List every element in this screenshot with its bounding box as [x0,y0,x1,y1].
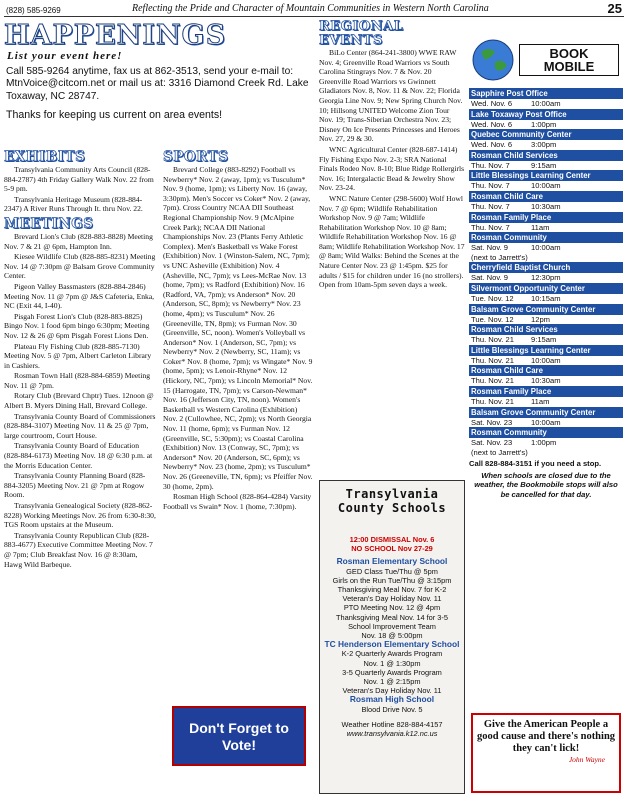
meeting-item: Transylvania Genealogical Society (828-862-8228) Working Meetings Nov. 26 from 6:30-8:30, TGS Room upstairs at the Museum. [4,501,156,530]
school-event: Nov. 1 @ 1:30pm [363,658,421,668]
quote-box [471,713,621,793]
bookmobile-stop-location: Lake Toxaway Post Office [469,109,623,120]
schools-title: Transylvania County Schools [337,487,447,515]
bookmobile-title-line1: BOOK [549,46,589,61]
page-number: 25 [607,1,622,16]
bookmobile-stop-location: Rosman Child Care [469,365,623,376]
bookmobile-stop-location: Quebec Community Center [469,129,623,140]
meeting-item: Plateau Fly Fishing Club (828-885-7130) Meeting Nov. 5 @ 7pm, Albert Carleton Library in Cashiers. [4,341,152,370]
bookmobile-stop-time: Sat. Nov. 23 10:00am [471,417,561,427]
bookmobile-stop-note: (next to Jarrett's) [471,252,528,262]
school-event: K-2 Quarterly Awards Program [341,649,443,659]
bookmobile-stop-location: Rosman Child Care [469,191,623,202]
bookmobile-title-line2: MOBILE [543,59,595,74]
schools-website: www.transylvania.k12.nc.us [346,729,438,739]
bookmobile-stop-location: Rosman Family Place [469,386,623,397]
bookmobile-stop-note: (next to Jarrett's) [471,447,528,457]
happenings-intro [4,22,309,122]
school-event: Blood Drive Nov. 5 [361,704,423,714]
schools-no-school: NO SCHOOL Nov 27-29 [351,544,433,554]
exhibits-list [4,165,156,214]
bookmobile-stop-location: Silvermont Opportunity Center [469,283,623,294]
exhibits-heading: EXHIBITS [4,149,86,165]
header-phone: (828) 585-9269 [6,6,61,15]
bookmobile-stop-location: Little Blessings Learning Center [469,345,623,356]
tch-heading: TC Henderson Elementary School [324,639,460,650]
meeting-item: Pisgah Forest Lion's Club (828-883-8825) Bingo Nov. 1 food 6pm bingo 6:30pm; Meeting Nov. 12 & 26 @ 6pm Pisgah Forest Lions Den. [4,311,150,340]
school-event: Thanksgiving Meal Nov. 14 for 3-5 [335,612,448,622]
meeting-item: Transylvania County Planning Board (828-884-3205) Meeting Nov. 21 @ 7pm at Rogow Room. [4,471,146,500]
regional-item: BiLo Center (864-241-3800) WWE RAW Nov. 4; Greenville Road Warriors vs South Carolina Stingrays Nov. 7 & Nov. 20 Greenville Road Warriors vs Gwinnett Gladiators Nov. 8, Nov. 11 & Nov. 22; Florida Georgia Line Nov. 9; New Spring Church Nov. 10; Hillsong UNITED Welcome Zion Tour Nov. 19; Trans-Siberian Orchestra Nov. 23; Disney On Ice Presents Princesses and Heroes Nov. 27, 29 & 30. [319,48,463,144]
meetings-heading: MEETINGS [4,215,94,232]
regional-item: WNC Nature Center (298-5600) Wolf Howl Nov. 7 @ 6pm; Wildlife Rehabilitation Workshop Nov. 9 @ 7am; Wildlife Rehabilitation Workshop Nov. 10 @ 8am; Wildlife Rehabilitation Workshop Nov. 16 @ 8am; Wildlife Rehabilitation Workshop Nov. 17 @ 8am; Wild Walks: Behind the Scenes at the Nature Center Nov. 23 @ 1:45pm. $25 for adults / $15 for children under 16 (no strollers). Open from 10am-5pm seven days a week. [319,193,465,290]
school-event: Veteran's Day Holiday Nov. 11 [342,594,442,604]
bookmobile-stop-time: Thu. Nov. 21 10:00am [471,355,561,365]
globe-icon [471,38,515,82]
regional-list [319,48,465,290]
rosman-es-list [320,567,464,641]
tch-list [320,649,464,695]
bookmobile-stop-time: Wed. Nov. 6 1:00pm [471,119,557,129]
happenings-contact: Call 585-9264 anytime, fax us at 862-3513, send your e-mail to: MtnVoice@citcom.net or mail us at: 3316 Diamond Creek Rd. Lake Toxaway, NC 28747. [6,65,309,102]
column-1 [4,150,156,570]
bookmobile-banner [469,36,623,86]
bookmobile-stop-location: Rosman Community [469,427,623,438]
bookmobile-stop-time: Thu. Nov. 7 11am [471,222,550,232]
school-event: Girls on the Run Tue/Thu @ 3:15pm [332,575,452,585]
rosman-es-heading: Rosman Elementary School [336,556,448,567]
page-header [4,2,624,17]
regional-item: WNC Agricultural Center (828-687-1414) Fly Fishing Expo Nov. 2-3; SRA National Finals Rodeo Nov. 8-10; Blue Ridge Rollergirls Nov. 16; Intergalactic Bead & Jewelry Show Nov. 23-24. [319,144,465,193]
bookmobile-stop-location: Rosman Child Services [469,150,623,161]
meeting-item: Transylvania County Board of Education (828-884-6173) Meeting Nov. 18 @ 6:30 p.m. at the Morris Education Center. [4,441,153,470]
bookmobile-stop-location: Little Blessings Learning Center [469,170,623,181]
column-2 [163,150,313,512]
bookmobile-stop-time: Sat. Nov. 9 10:00am [471,243,561,253]
bookmobile-stop-time: Sat. Nov. 9 12:30pm [471,273,561,283]
sports-item: Rosman High School (828-864-4284) Varsity Football vs Swain* Nov. 1 (home, 7:30pm). [163,492,312,511]
header-tagline: Reflecting the Pride and Character of Mountain Communities in Western North Carolina [132,3,489,14]
bookmobile-stop-location: Rosman Family Place [469,212,623,223]
school-event: GED Class Tue/Thu @ 5pm [346,566,438,576]
exhibit-item: Transylvania Community Arts Council (828-884-2787) 4th Friday Gallery Walk Nov. 22 from 5-9 pm. [4,165,154,194]
schools-dismissal: 12:00 DISMISSAL Nov. 6 [349,535,435,544]
quote-author: John Wayne [568,755,605,764]
school-event: 3-5 Quarterly Awards Program [342,667,442,677]
bookmobile-title [519,44,619,76]
bookmobile-stop-time: Thu. Nov. 21 11am [471,396,550,406]
happenings-title: HAPPENINGS [4,20,227,51]
bookmobile-stop-location: Cherryfield Baptist Church [469,262,623,273]
meetings-list [4,232,156,569]
happenings-subtitle: List your event here! [7,50,123,62]
school-event: Thanksgiving Meal Nov. 7 for K-2 [337,585,447,595]
bookmobile-stop-location: Balsam Grove Community Center [469,407,623,418]
quote-text: Give the American People a good cause and there's nothing they can't lick! [476,719,616,754]
school-event: Nov. 1 @ 2:15pm [363,677,421,687]
meeting-item: Rosman Town Hall (828-884-6859) Meeting Nov. 11 @ 7pm. [4,371,150,390]
bookmobile-stop-location: Rosman Child Services [469,324,623,335]
rhs-list [320,705,464,714]
meeting-item: Transylvania County Republican Club (828-883-4677) Executive Committee Meeting Nov. 7 @ 7pm; Club Breakfast Nov. 16 @ 8:30am, Hawg Wild Barbeque. [4,530,153,569]
bookmobile-stop-time: Thu. Nov. 21 9:15am [471,335,557,345]
bookmobile-stop-location: Balsam Grove Community Center [469,304,623,315]
school-event: PTO Meeting Nov. 12 @ 4pm [343,603,441,613]
bookmobile-stop-time: Tue. Nov. 12 10:15am [471,293,561,303]
schools-box [319,480,465,794]
bookmobile-stop-time: Wed. Nov. 6 3:00pm [471,140,557,150]
bookmobile-stop-location: Sapphire Post Office [469,88,623,99]
meeting-item: Kiesee Wildlife Club (828-885-8231) Meeting Nov. 14 @ 7:30pm @ Balsam Grove Community Center. [4,252,156,281]
exhibit-item: Transylvania Heritage Museum (828-884-2347) A River Runs Through It. thru Nov. 22. [4,194,143,214]
meeting-item: Transylvania County Board of Commissioners (828-884-3107) Meeting Nov. 11 & 25 @ 7pm, large courtroom, Court House. [4,411,156,440]
meeting-item: Pigeon Valley Bassmasters (828-884-2846) Meeting Nov. 11 @ 7pm @ J&S Cafeteria, Enka, NC (Exit 44, I-40). [4,281,155,311]
meeting-item: Brevard Lion's Club (828-883-8828) Meeting Nov. 7 & 21 @ 6pm, Hampton Inn. [4,231,153,251]
bookmobile-stop-location: Rosman Community [469,232,623,243]
rhs-heading: Rosman High School [349,694,435,705]
sports-item: Brevard College (883-8292) Football vs Newberry* Nov. 2 (away, 1pm); vs Tusculum* Nov. 9 (home, 1pm); vs Liberty Nov. 16 (away, 3:30pm). Men's Soccer vs Coker* Nov. 2 (away, 7pm). Cross Country NCAA DII Southeast Regional Championship Nov. 9 (McAlpine Creek Park); NCAA DII National Championships Nov. 23 (Plants Ferry Athletic Complex). Men's Basketball vs Wake Forest (Exhibition) Nov. 1 (Winston-Salem, NC, 7pm); vs UNC Asheville (Exhibition) Nov. 4 (Asheville, NC, 7pm); vs Lees-McRae Nov. 13 (home, 7pm); vs Radford (Exhibition) Nov. 16 (Radford, VA, 7pm); vs Anderson* Nov. 20 (Anderson, SC, 8pm); vs Newberry* Nov. 23 (home, 4pm); vs Tusculum* Nov. 26 (Greeneville, TN, 8pm); vs Furman Nov. 30 (Greenville, SC, noon). Women's Volleyball vs Anderson* Nov. 1 (Anderson, SC, 7pm); vs Newberry* Nov. 2 (Newberry, SC, 11am); vs Coker* Nov. 8 (home, 7pm); vs Wingate* Nov. 9 (home, 5pm); vs Lenoir-Rhyne* Nov. 12 (Hickory, NC, 7pm); vs Lincoln Memorial* Nov. 15 (Harrogate, TN, 7pm); vs Carson-Newman* Nov. 16 (Jefferson City, TN, noon). Women's Basketball vs Western Carolina (Exhibition) Nov. 2 (Cullowhee, NC, 2pm); vs North Georgia Nov. 11 (home, 6pm); vs Furman Nov. 12 (Greenville, SC, 5:30pm); vs Coastal Carolina (Exhibition) Nov. 13 (Conway, SC, 7pm); vs Anderson* Nov. 20 (Anderson, SC, 6pm); vs Newberry* Nov. 23 (home, 2pm); vs Tusculum* Nov. 26 (Greeneville, TN, 6pm); vs Pfeiffer Nov. 30 (home, 2pm). [163,165,313,491]
bookmobile-stop-time: Thu. Nov. 7 10:00am [471,181,561,191]
bookmobile-stop-time: Thu. Nov. 21 10:30am [471,376,561,386]
sports-heading: SPORTS [163,149,229,165]
bookmobile-stop-time: Sat. Nov. 23 1:00pm [471,438,557,448]
vote-banner: Don't Forget to Vote! [172,706,306,766]
bookmobile-stop-time: Thu. Nov. 7 10:30am [471,201,561,211]
weather-hotline: Weather Hotline 828-884-4157 [341,719,443,729]
school-event: Nov. 18 @ 5:00pm [361,631,423,641]
bookmobile-call: Call 828-884-3151 if you need a stop. [469,459,602,469]
school-event: School Improvement Team [348,621,436,631]
school-event: Veteran's Day Holiday Nov. 11 [342,686,442,696]
bookmobile-stop-time: Wed. Nov. 6 10:00am [471,99,561,108]
column-3 [319,20,465,291]
happenings-thanks: Thanks for keeping us current on area events! [6,109,223,122]
bookmobile-weather-note: When schools are closed due to the weather, the Bookmobile stops will also be cancelled for that day. [474,470,618,500]
bookmobile-schedule [469,88,623,500]
meeting-item: Rotary Club (Brevard Chptr) Tues. 12noon @ Albert B. Myers Dining Hall, Brevard College. [4,391,154,411]
sports-list [163,165,313,511]
regional-heading: REGIONAL EVENTS [319,19,404,48]
bookmobile-stop-time: Tue. Nov. 12 12pm [471,314,550,324]
bookmobile-stop-time: Thu. Nov. 7 9:15am [471,160,557,170]
